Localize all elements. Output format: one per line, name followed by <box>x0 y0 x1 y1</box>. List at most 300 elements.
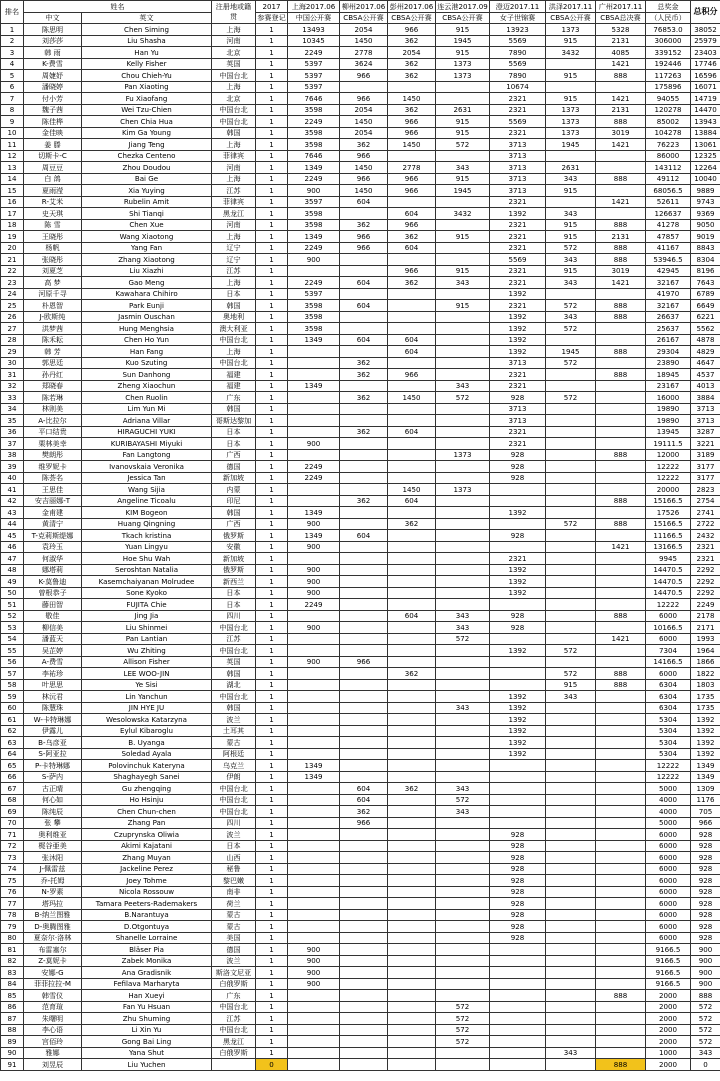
cell-prize: 11166.5 <box>646 530 691 542</box>
cell-pengzhou <box>388 438 436 450</box>
cell-cn-name: 高 梦 <box>24 277 82 289</box>
cell-liuzhou <box>340 863 388 875</box>
table-row <box>1 944 720 956</box>
cell-en-name: Jasmin Ouschan <box>82 311 212 323</box>
cell-liuzhou <box>340 921 388 933</box>
cell-registered: 1 <box>256 817 288 829</box>
cell-points: 3713 <box>691 403 720 415</box>
cell-hongze: 343 <box>546 208 596 220</box>
cell-cn-name: 叶思思 <box>24 679 82 691</box>
cell-en-name: Wesolowska Katarzyna <box>82 714 212 726</box>
cell-rank: 40 <box>1 472 24 484</box>
cell-hongze <box>546 610 596 622</box>
cell-cn-name: B-纳兰图雅 <box>24 909 82 921</box>
cell-pengzhou <box>388 967 436 979</box>
cell-shanghai <box>288 1013 340 1025</box>
cell-rank: 70 <box>1 817 24 829</box>
cell-region: 日本 <box>212 438 256 450</box>
cell-rank: 9 <box>1 116 24 128</box>
cell-cn-name: 韩 芳 <box>24 346 82 358</box>
cell-prize: 6000 <box>646 668 691 680</box>
cell-pengzhou: 362 <box>388 70 436 82</box>
cell-chengmai: 928 <box>490 472 546 484</box>
cell-liuzhou <box>340 679 388 691</box>
cell-pengzhou: 362 <box>388 231 436 243</box>
table-row <box>1 921 720 933</box>
cell-shanghai: 900 <box>288 438 340 450</box>
cell-rank: 26 <box>1 311 24 323</box>
cell-cn-name: 敬佳 <box>24 610 82 622</box>
table-row <box>1 748 720 760</box>
cell-region: 黑龙江 <box>212 208 256 220</box>
cell-shanghai: 1349 <box>288 530 340 542</box>
cell-shanghai: 10345 <box>288 35 340 47</box>
cell-cn-name: 周豆豆 <box>24 162 82 174</box>
cell-region: 河南 <box>212 35 256 47</box>
cell-shanghai <box>288 921 340 933</box>
cell-en-name: Chen Chia Hua <box>82 116 212 128</box>
cell-liuzhou: 604 <box>340 300 388 312</box>
cell-points: 12264 <box>691 162 720 174</box>
cell-cn-name: A-比拉尔 <box>24 415 82 427</box>
cell-registered: 1 <box>256 35 288 47</box>
cell-points: 9743 <box>691 196 720 208</box>
cell-rank: 16 <box>1 196 24 208</box>
cell-lianyungang <box>436 196 490 208</box>
cell-points: 14719 <box>691 93 720 105</box>
cell-region: 上海 <box>212 231 256 243</box>
cell-registered: 1 <box>256 794 288 806</box>
cell-shanghai: 1349 <box>288 760 340 772</box>
cell-chengmai <box>490 1047 546 1059</box>
cell-guangzhou <box>596 806 646 818</box>
cell-pengzhou: 362 <box>388 518 436 530</box>
cell-points: 2823 <box>691 484 720 496</box>
cell-liuzhou <box>340 208 388 220</box>
cell-chengmai: 928 <box>490 898 546 910</box>
table-row <box>1 116 720 128</box>
cell-cn-name: 刘昱辰 <box>24 1059 82 1071</box>
cell-shanghai: 900 <box>288 518 340 530</box>
cell-en-name: Shanelle Lorraine <box>82 932 212 944</box>
table-row <box>1 323 720 335</box>
cell-points: 928 <box>691 863 720 875</box>
cell-prize: 41278 <box>646 219 691 231</box>
cell-points: 1735 <box>691 702 720 714</box>
cell-rank: 1 <box>1 24 24 36</box>
cell-region: 白俄罗斯 <box>212 1047 256 1059</box>
cell-liuzhou <box>340 311 388 323</box>
cell-registered: 1 <box>256 702 288 714</box>
cell-en-name: Zheng Xiaochun <box>82 380 212 392</box>
cell-en-name: Liu Shasha <box>82 35 212 47</box>
cell-liuzhou <box>340 1013 388 1025</box>
cell-chengmai: 1392 <box>490 587 546 599</box>
cell-rank: 89 <box>1 1036 24 1048</box>
cell-rank: 88 <box>1 1024 24 1036</box>
cell-guangzhou <box>596 380 646 392</box>
cell-lianyungang: 572 <box>436 633 490 645</box>
cell-liuzhou <box>340 633 388 645</box>
cell-cn-name: 朱曙明 <box>24 1013 82 1025</box>
cell-guangzhou <box>596 783 646 795</box>
table-row <box>1 679 720 691</box>
cell-liuzhou <box>340 840 388 852</box>
cell-hongze: 343 <box>546 1047 596 1059</box>
cell-lianyungang <box>436 461 490 473</box>
cell-rank: 10 <box>1 127 24 139</box>
cell-chengmai: 928 <box>490 852 546 864</box>
cell-guangzhou: 2131 <box>596 231 646 243</box>
cell-guangzhou <box>596 507 646 519</box>
cell-chengmai: 5569 <box>490 254 546 266</box>
cell-prize: 104278 <box>646 127 691 139</box>
cell-region: 福建 <box>212 369 256 381</box>
cell-cn-name: 古正晴 <box>24 783 82 795</box>
cell-en-name: Lin Yanchun <box>82 691 212 703</box>
cell-registered: 0 <box>256 1059 288 1071</box>
cell-guangzhou: 888 <box>596 495 646 507</box>
cell-pengzhou <box>388 852 436 864</box>
cell-points: 1803 <box>691 679 720 691</box>
table-row <box>1 541 720 553</box>
cell-chengmai <box>490 656 546 668</box>
cell-chengmai: 5569 <box>490 116 546 128</box>
cell-pengzhou <box>388 311 436 323</box>
cell-shanghai <box>288 1024 340 1036</box>
table-row <box>1 702 720 714</box>
cell-guangzhou <box>596 288 646 300</box>
cell-prize: 6000 <box>646 610 691 622</box>
cell-prize: 6000 <box>646 886 691 898</box>
cell-rank: 20 <box>1 242 24 254</box>
cell-shanghai <box>288 748 340 760</box>
cell-registered: 1 <box>256 70 288 82</box>
cell-registered: 1 <box>256 691 288 703</box>
cell-liuzhou <box>340 771 388 783</box>
table-row <box>1 93 720 105</box>
cell-shanghai <box>288 484 340 496</box>
cell-hongze <box>546 932 596 944</box>
cell-pengzhou: 604 <box>388 495 436 507</box>
cell-region: 中国台北 <box>212 806 256 818</box>
cell-hongze <box>546 403 596 415</box>
cell-pengzhou <box>388 886 436 898</box>
cell-hongze: 1373 <box>546 116 596 128</box>
cell-cn-name: 陈 雪 <box>24 219 82 231</box>
cell-liuzhou <box>340 622 388 634</box>
cell-guangzhou: 888 <box>596 346 646 358</box>
cell-region: 英国 <box>212 656 256 668</box>
cell-region: 奥地利 <box>212 311 256 323</box>
cell-pengzhou: 966 <box>388 127 436 139</box>
cell-shanghai: 900 <box>288 656 340 668</box>
cell-chengmai: 1392 <box>490 748 546 760</box>
cell-pengzhou <box>388 403 436 415</box>
cell-points: 3884 <box>691 392 720 404</box>
cell-region: 中国台北 <box>212 1001 256 1013</box>
cell-hongze <box>546 58 596 70</box>
cell-guangzhou <box>596 1047 646 1059</box>
cell-hongze: 915 <box>546 265 596 277</box>
cell-hongze <box>546 737 596 749</box>
cell-en-name: Nicola Rossouw <box>82 886 212 898</box>
cell-en-name: Chen Ruolin <box>82 392 212 404</box>
cell-en-name: Kasemchaiyanan Molrudee <box>82 576 212 588</box>
cell-hongze <box>546 449 596 461</box>
cell-region: 斯洛文尼亚 <box>212 967 256 979</box>
cell-region: 中国台北 <box>212 104 256 116</box>
cell-registered: 1 <box>256 944 288 956</box>
cell-cn-name: 奥利维亚 <box>24 829 82 841</box>
cell-prize: 306000 <box>646 35 691 47</box>
cell-region: 湖北 <box>212 679 256 691</box>
cell-lianyungang <box>436 219 490 231</box>
cell-region <box>212 1059 256 1071</box>
cell-region: 蒙古 <box>212 737 256 749</box>
cell-registered: 1 <box>256 967 288 979</box>
cell-rank: 24 <box>1 288 24 300</box>
cell-shanghai: 1349 <box>288 380 340 392</box>
cell-lianyungang <box>436 518 490 530</box>
cell-cn-name: 河原千寻 <box>24 288 82 300</box>
table-row <box>1 599 720 611</box>
cell-pengzhou <box>388 254 436 266</box>
cell-cn-name: 切斯卡-C <box>24 150 82 162</box>
cell-liuzhou <box>340 599 388 611</box>
cell-chengmai: 2321 <box>490 219 546 231</box>
table-row <box>1 415 720 427</box>
cell-rank: 72 <box>1 840 24 852</box>
cell-pengzhou: 1450 <box>388 392 436 404</box>
cell-rank: 19 <box>1 231 24 243</box>
cell-lianyungang <box>436 875 490 887</box>
cell-points: 928 <box>691 921 720 933</box>
cell-lianyungang <box>436 564 490 576</box>
cell-chengmai <box>490 1001 546 1013</box>
cell-pengzhou: 966 <box>388 173 436 185</box>
cell-rank: 74 <box>1 863 24 875</box>
cell-region: 秘鲁 <box>212 863 256 875</box>
cell-registered: 1 <box>256 24 288 36</box>
cell-prize: 85002 <box>646 116 691 128</box>
cell-prize: 10166.5 <box>646 622 691 634</box>
table-row <box>1 173 720 185</box>
cell-en-name: Fu Xiaofang <box>82 93 212 105</box>
cell-prize: 6000 <box>646 921 691 933</box>
cell-rank: 49 <box>1 576 24 588</box>
cell-liuzhou <box>340 438 388 450</box>
cell-chengmai <box>490 679 546 691</box>
table-row <box>1 300 720 312</box>
cell-points: 1822 <box>691 668 720 680</box>
cell-liuzhou: 362 <box>340 806 388 818</box>
cell-registered: 1 <box>256 656 288 668</box>
cell-pengzhou <box>388 806 436 818</box>
cell-hongze <box>546 380 596 392</box>
cell-guangzhou: 888 <box>596 449 646 461</box>
table-row <box>1 806 720 818</box>
cell-chengmai: 10674 <box>490 81 546 93</box>
cell-region: 江苏 <box>212 185 256 197</box>
cell-en-name: Angeline Ticoalu <box>82 495 212 507</box>
table-row <box>1 553 720 565</box>
cell-chengmai <box>490 978 546 990</box>
cell-registered: 1 <box>256 1024 288 1036</box>
table-row <box>1 70 720 82</box>
cell-lianyungang: 572 <box>436 1013 490 1025</box>
cell-chengmai: 2321 <box>490 380 546 392</box>
cell-lianyungang <box>436 863 490 875</box>
cell-guangzhou: 888 <box>596 300 646 312</box>
cell-cn-name: 郭思廷 <box>24 357 82 369</box>
cell-rank: 2 <box>1 35 24 47</box>
cell-registered: 1 <box>256 461 288 473</box>
header-hongze-sub: CBSA公开赛 <box>546 12 596 24</box>
cell-rank: 79 <box>1 921 24 933</box>
cell-region: 波兰 <box>212 829 256 841</box>
cell-hongze <box>546 541 596 553</box>
cell-rank: 37 <box>1 438 24 450</box>
cell-hongze <box>546 507 596 519</box>
cell-region: 上海 <box>212 139 256 151</box>
cell-hongze <box>546 783 596 795</box>
cell-registered: 1 <box>256 518 288 530</box>
cell-shanghai <box>288 702 340 714</box>
cell-guangzhou <box>596 737 646 749</box>
cell-liuzhou: 604 <box>340 530 388 542</box>
cell-prize: 17526 <box>646 507 691 519</box>
cell-shanghai: 900 <box>288 564 340 576</box>
table-row <box>1 426 720 438</box>
cell-liuzhou <box>340 714 388 726</box>
cell-cn-name: 白 鸽 <box>24 173 82 185</box>
cell-region: 山西 <box>212 852 256 864</box>
cell-prize: 2000 <box>646 1013 691 1025</box>
cell-prize: 2000 <box>646 990 691 1002</box>
cell-hongze <box>546 817 596 829</box>
cell-registered: 1 <box>256 898 288 910</box>
cell-lianyungang <box>436 909 490 921</box>
cell-liuzhou: 2054 <box>340 104 388 116</box>
cell-liuzhou: 362 <box>340 495 388 507</box>
cell-liuzhou <box>340 944 388 956</box>
cell-liuzhou: 362 <box>340 426 388 438</box>
cell-chengmai: 1392 <box>490 737 546 749</box>
cell-registered: 1 <box>256 1036 288 1048</box>
cell-prize: 76853.0 <box>646 24 691 36</box>
cell-prize: 192446 <box>646 58 691 70</box>
cell-guangzhou: 888 <box>596 242 646 254</box>
cell-guangzhou <box>596 967 646 979</box>
cell-hongze: 915 <box>546 231 596 243</box>
header-name: 姓名 <box>24 1 212 13</box>
cell-shanghai <box>288 415 340 427</box>
cell-shanghai <box>288 403 340 415</box>
cell-rank: 45 <box>1 530 24 542</box>
cell-prize: 2000 <box>646 1024 691 1036</box>
cell-en-name: Jessica Tan <box>82 472 212 484</box>
cell-points: 1735 <box>691 691 720 703</box>
cell-registered: 1 <box>256 783 288 795</box>
cell-shanghai: 2249 <box>288 472 340 484</box>
table-row <box>1 139 720 151</box>
cell-shanghai <box>288 817 340 829</box>
cell-points: 16596 <box>691 70 720 82</box>
cell-chengmai: 3713 <box>490 357 546 369</box>
cell-prize: 12222 <box>646 771 691 783</box>
cell-shanghai <box>288 633 340 645</box>
cell-liuzhou <box>340 507 388 519</box>
cell-region: 南非 <box>212 886 256 898</box>
cell-hongze <box>546 794 596 806</box>
cell-registered: 1 <box>256 622 288 634</box>
cell-pengzhou <box>388 679 436 691</box>
cell-guangzhou: 1421 <box>596 633 646 645</box>
cell-hongze: 915 <box>546 70 596 82</box>
cell-shanghai: 900 <box>288 254 340 266</box>
cell-liuzhou <box>340 1047 388 1059</box>
cell-en-name: Bai Ge <box>82 173 212 185</box>
cell-lianyungang <box>436 748 490 760</box>
cell-pengzhou <box>388 196 436 208</box>
cell-points: 928 <box>691 909 720 921</box>
cell-guangzhou <box>596 863 646 875</box>
cell-cn-name: 刘莎莎 <box>24 35 82 47</box>
cell-liuzhou <box>340 553 388 565</box>
cell-en-name: Ivanovskaia Veronika <box>82 461 212 473</box>
cell-cn-name: K-费雪 <box>24 58 82 70</box>
cell-pengzhou <box>388 564 436 576</box>
cell-hongze <box>546 438 596 450</box>
cell-points: 1392 <box>691 714 720 726</box>
cell-shanghai <box>288 610 340 622</box>
cell-guangzhou <box>596 691 646 703</box>
table-row <box>1 311 720 323</box>
cell-liuzhou <box>340 323 388 335</box>
cell-en-name: Chezka Centeno <box>82 150 212 162</box>
cell-rank: 7 <box>1 93 24 105</box>
cell-region: 英国 <box>212 58 256 70</box>
cell-points: 6221 <box>691 311 720 323</box>
cell-en-name: Shi Tianqi <box>82 208 212 220</box>
cell-chengmai: 3713 <box>490 185 546 197</box>
cell-points: 13884 <box>691 127 720 139</box>
cell-liuzhou <box>340 909 388 921</box>
cell-liuzhou: 3624 <box>340 58 388 70</box>
cell-cn-name: 乔-托姆 <box>24 875 82 887</box>
table-row <box>1 231 720 243</box>
cell-pengzhou: 1450 <box>388 93 436 105</box>
cell-pengzhou <box>388 921 436 933</box>
cell-prize: 15166.5 <box>646 518 691 530</box>
cell-guangzhou: 1421 <box>596 139 646 151</box>
cell-hongze <box>546 967 596 979</box>
cell-registered: 1 <box>256 507 288 519</box>
cell-region: 上海 <box>212 173 256 185</box>
cell-guangzhou <box>596 886 646 898</box>
cell-lianyungang <box>436 978 490 990</box>
cell-pengzhou: 362 <box>388 668 436 680</box>
cell-rank: 8 <box>1 104 24 116</box>
cell-guangzhou <box>596 875 646 887</box>
cell-guangzhou <box>596 978 646 990</box>
cell-points: 2292 <box>691 576 720 588</box>
cell-shanghai: 3598 <box>288 311 340 323</box>
cell-liuzhou: 604 <box>340 196 388 208</box>
cell-cn-name: 樊朗彤 <box>24 449 82 461</box>
cell-prize: 1000 <box>646 1047 691 1059</box>
